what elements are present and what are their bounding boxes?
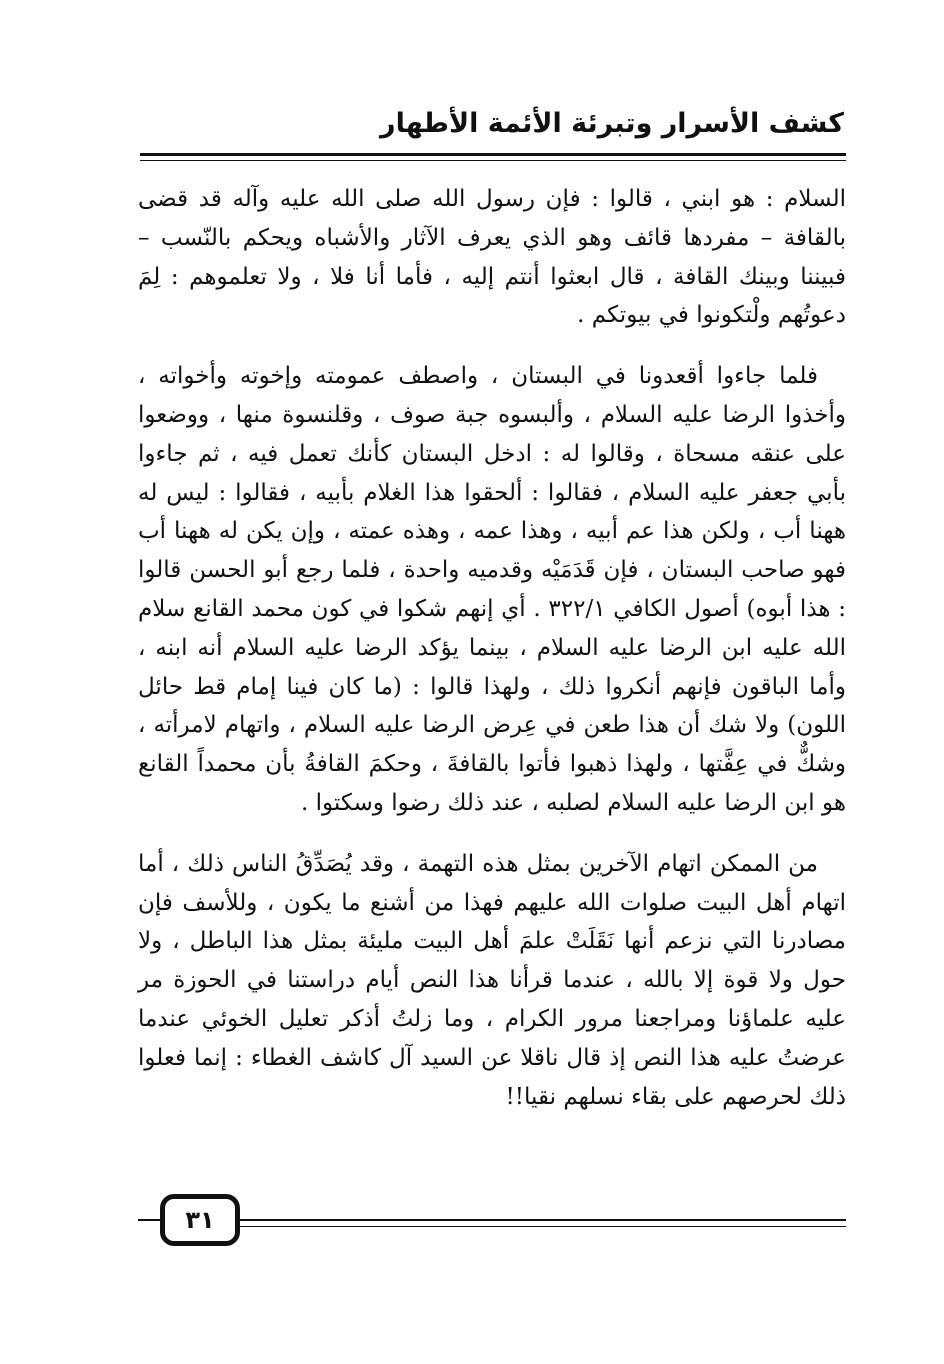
- header-rule-thick: [140, 153, 846, 156]
- header-rule-thin: [140, 160, 846, 161]
- footer-rule-right-lower: [238, 1226, 846, 1227]
- paragraph-2: فلما جاءوا أقعدونا في البستان ، واصطف عمومته وإخوته وأخواته ، وأخذوا الرضا عليه السلام ، وألبسوه جبة صوف ، وقلنسوة منها ، ووضعوا على عنقه مسحاة ، وقالوا له : ادخل البستان كأنك تعمل فيه ، ثم جاءوا بأبي جعفر عليه السلام ، فقالوا : ألحقوا هذا الغلام بأبيه ، فقالوا : ليس له ههنا أب ، ولكن هذا عم أبيه ، وهذا عمه ، وهذه عمته ، وإن يكن له ههنا أب فهو صاحب البستان ، فإن قَدَمَيْه وقدميه واحدة ، فلما رجع أبو الحسن قالوا : هذا أبوه) أصول الكافي ٣٢٢/١ . أي إنهم شكوا في كون محمد القانع سلام الله عليه ابن الرضا عليه السلام ، بينما يؤكد الرضا عليه السلام أنه ابنه ، وأما الباقون فإنهم أنكروا ذلك ، ولهذا قالوا : (ما كان فينا إمام قط حائل اللون) ولا شك أن هذا طعن في عِرض الرضا عليه السلام ، واتهام لامرأته ، وشكٌّ في عِفَّتها ، ولهذا ذهبوا فأتوا بالقافةَ ، وحكمَ القافةُ بأن محمداً القانع هو ابن الرضا عليه السلام لصلبه ، عند ذلك رضوا وسكتوا .: [138, 363, 846, 816]
- running-header-title: كشف الأسرار وتبرئة الأئمة الأطهار: [380, 108, 844, 139]
- footer-rule-left: [138, 1219, 162, 1221]
- footer-rule-right: [238, 1219, 846, 1221]
- page-body: [138, 180, 846, 1116]
- paragraph-3: من الممكن اتهام الآخرين بمثل هذه التهمة ، وقد يُصَدِّقُ الناس ذلك ، أما اتهام أهل البيت صلوات الله عليهم فهذا من أشنع ما يكون ، وللأسف فإن مصادرنا التي نزعم أنها نَقَلَتْ علمَ أهل البيت مليئة بمثل هذا الباطل ، ولا حول ولا قوة إلا بالله ، عندما قرأنا هذا النص أيام دراستنا في الحوزة مر عليه علماؤنا ومراجعنا مرور الكرام ، وما زلتُ أذكر تعليل الخوئي عندما عرضتُ عليه هذا النص إذ قال ناقلا عن السيد آل كاشف الغطاء : إنما فعلوا ذلك لحرصهم على بقاء نسلهم نقيا!!: [138, 850, 846, 1110]
- page-number-box: [160, 1194, 240, 1246]
- page-number: ٣١: [185, 1206, 215, 1234]
- paragraph-1: السلام : هو ابني ، قالوا : فإن رسول الله صلى الله عليه وآله قد قضى بالقافة – مفردها قائف وهو الذي يعرف الآثار والأشباه ويحكم بالنّسب – فبيننا وبينك القافة ، قال ابعثوا أنتم إليه ، فأما أنا فلا ، ولا تعلموهم : لِمَ دعوتُهم ولْتكونوا في بيوتكم .: [138, 186, 846, 329]
